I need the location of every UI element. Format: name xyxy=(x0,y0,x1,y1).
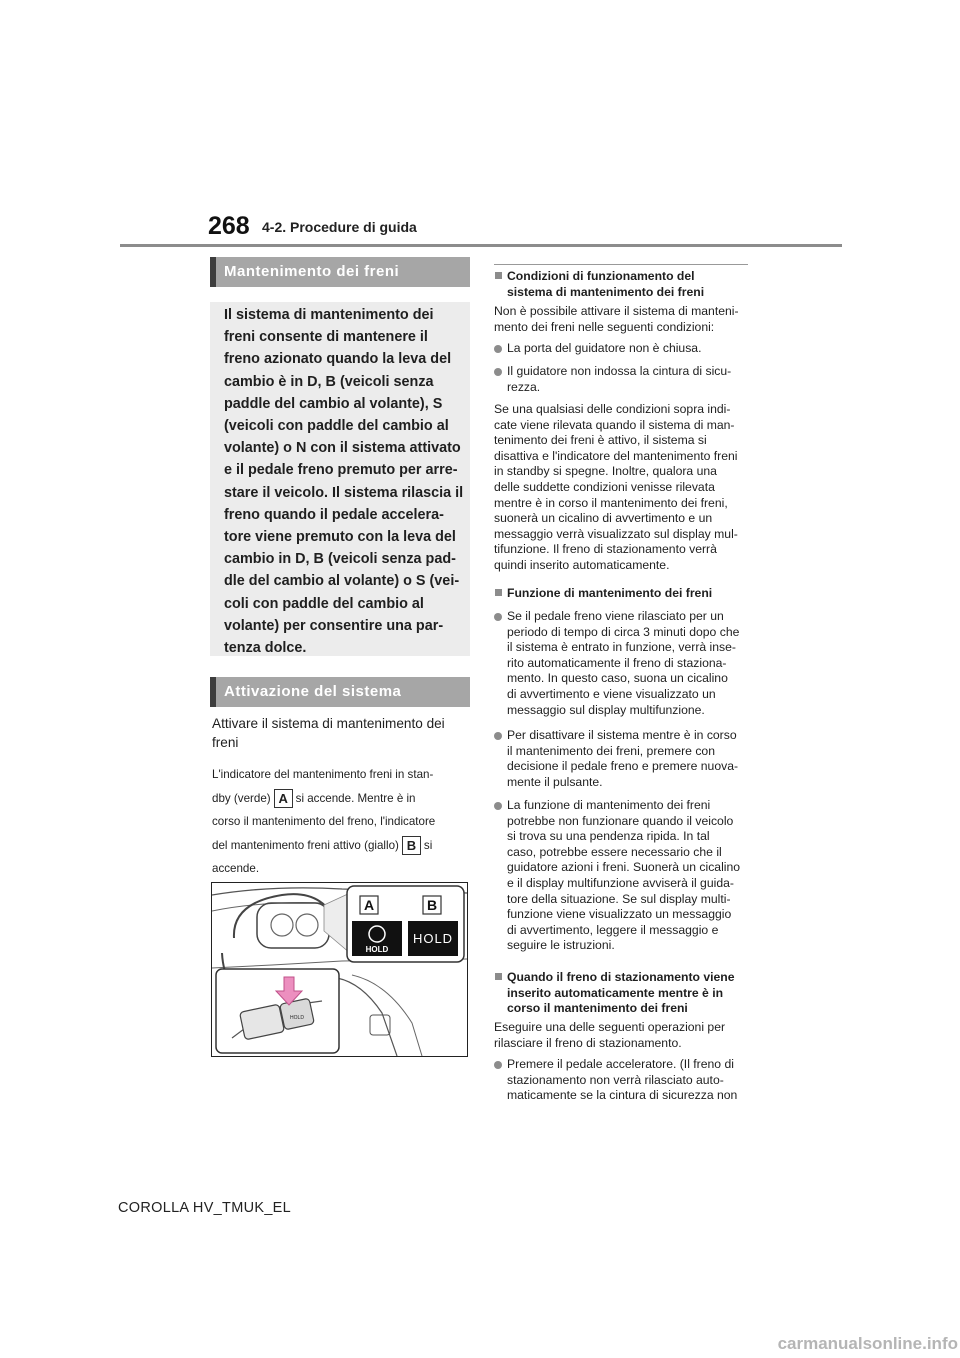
text-line: tifunzione. Il freno di stazionamento verrà xyxy=(494,542,717,557)
text-line: rito automaticamente il freno di staziona- xyxy=(507,655,727,670)
text-line: rezza. xyxy=(507,379,541,394)
figure-label-a: A xyxy=(363,897,375,913)
text-line: freno quando il pedale accelera- xyxy=(224,506,444,523)
text-line: tore della situazione. Se sul display multi- xyxy=(507,891,731,906)
indicator-line: corso il mantenimento del freno, l'indicatore xyxy=(212,815,436,828)
square-bullet-icon xyxy=(495,589,502,596)
text-line: delle suddette condizioni venisse rilevata xyxy=(494,479,715,494)
text-line: Eseguire una delle seguenti operazioni per xyxy=(494,1020,726,1034)
parking-brake-intro xyxy=(494,1020,725,1051)
text-line: Non è possibile attivare il sistema di manteni- xyxy=(494,304,739,318)
text-line: di avvertimento, leggere il messaggio e xyxy=(507,922,719,937)
activation-instruction xyxy=(212,715,445,752)
text-line: volante) per consentire una par- xyxy=(224,617,444,634)
text-line: quindi inserito automaticamente. xyxy=(494,557,670,572)
right-column-divider xyxy=(494,264,748,265)
text-line: si trova su una pendenza ripida. In tal xyxy=(507,829,710,844)
intro-summary-box xyxy=(210,302,470,656)
indicator-line: L'indicatore del mantenimento freni in stan- xyxy=(212,768,434,781)
text-line: Il guidatore non indossa la cintura di sicu- xyxy=(507,364,732,378)
conditions-intro xyxy=(494,304,739,335)
text-line: potrebbe non funzionare quando il veicolo xyxy=(507,813,734,828)
text-line: seguire le istruzioni. xyxy=(507,938,615,953)
text-line: Per disattivare il sistema mentre è in corso xyxy=(507,728,737,742)
indicator-line: del mantenimento freni attivo (giallo) B si xyxy=(212,837,433,853)
indicator-line: dby (verde) A si accende. Mentre è in xyxy=(212,790,416,806)
text-line: La funzione di mantenimento dei freni xyxy=(507,798,711,812)
label-b-box: B xyxy=(402,836,421,855)
round-bullet-icon xyxy=(494,613,502,621)
text-line: in standby si spegne. Inoltre, qualora una xyxy=(494,464,717,479)
text-line: mente il pulsante. xyxy=(507,774,603,789)
text-line: Il sistema di mantenimento dei xyxy=(224,307,434,323)
heading-brake-hold-function: Funzione di mantenimento dei freni xyxy=(495,586,712,602)
round-bullet-icon xyxy=(494,802,502,810)
text-line: suonerà un cicalino di avvertimento e un xyxy=(494,511,713,526)
text-line: Premere il pedale acceleratore. (Il freno di xyxy=(507,1057,734,1071)
text-line: coli con paddle del cambio al xyxy=(224,595,424,612)
model-code: COROLLA HV_TMUK_EL xyxy=(118,1200,292,1216)
hold-indicator-active: HOLD xyxy=(412,931,454,946)
text-line: disattiva e l'indicatore del mantenimento freni xyxy=(494,448,738,463)
header-divider xyxy=(120,244,842,247)
text-line: cate viene rilevata quando il sistema di man- xyxy=(494,417,735,432)
text-line: rilasciare il freno di stazionamento. xyxy=(494,1035,682,1050)
text-line: stazionamento non verrà rilasciato auto- xyxy=(507,1072,724,1087)
text-line: decisione il pedale freno e premere nuova- xyxy=(507,759,739,774)
round-bullet-icon xyxy=(494,368,502,376)
text-line: Se una qualsiasi delle condizioni sopra indi- xyxy=(494,402,731,416)
condition-door xyxy=(507,341,701,357)
square-bullet-icon xyxy=(495,973,502,980)
section-heading-activation: Attivazione del sistema xyxy=(210,677,470,707)
text-line: periodo di tempo di circa 3 minuti dopo che xyxy=(507,624,740,639)
text-line: cambio è in D, B (veicoli senza xyxy=(224,373,434,390)
indicator-description xyxy=(212,763,435,881)
square-bullet-icon xyxy=(495,272,502,279)
release-accelerator xyxy=(507,1057,737,1104)
text-line: tore viene premuto con la leva del xyxy=(224,529,456,546)
text-line: La porta del guidatore non è chiusa. xyxy=(507,341,702,355)
text-line: di avvertimento e viene visualizzato un xyxy=(507,686,716,701)
round-bullet-icon xyxy=(494,345,502,353)
round-bullet-icon xyxy=(494,1061,502,1069)
text-line: tenza dolce. xyxy=(224,640,307,657)
text-line: Attivare il sistema di mantenimento dei xyxy=(212,716,445,731)
section-heading-brake-hold: Mantenimento dei freni xyxy=(210,257,470,287)
text-line: e il pedale freno premuto per arre- xyxy=(224,462,458,479)
indicator-line: accende. xyxy=(212,862,260,875)
text-line: messaggio verrà visualizzato sul display mul- xyxy=(494,526,738,541)
page-number: 268 xyxy=(208,212,250,240)
heading-parking-brake-auto: Quando il freno di stazionamento viene inserito automaticamente mentre è in corso il mantenimento dei freni xyxy=(495,970,735,1017)
figure-label-b: B xyxy=(426,897,438,913)
text-line: (veicoli con paddle del cambio al xyxy=(224,418,449,435)
text-line: freno azionato quando la leva del xyxy=(224,351,452,368)
text-line: freni xyxy=(212,734,239,750)
text-line: mento. In questo caso, suona un cicalino xyxy=(507,671,728,686)
text-line: paddle del cambio al volante), S xyxy=(224,395,443,412)
text-line: freni consente di mantenere il xyxy=(224,329,428,346)
text-line: il sistema è entrato in funzione, verrà inse- xyxy=(507,640,736,655)
text-line: cambio in D, B (veicoli senza pad- xyxy=(224,551,456,568)
text-line: e il display multifunzione avviserà il guida- xyxy=(507,875,734,890)
dashboard-illustration-svg xyxy=(212,883,467,1056)
condition-seatbelt xyxy=(507,364,731,395)
text-line: stare il veicolo. Il sistema rilascia il xyxy=(224,484,464,501)
text-line: il mantenimento dei freni, premere con xyxy=(507,743,715,758)
text-line: tenimento dei freni è attivo, il sistema si xyxy=(494,433,707,448)
text-line: Se il pedale freno viene rilasciato per un xyxy=(507,609,724,623)
heading-operating-conditions: Condizioni di funzionamento del sistema di mantenimento dei freni xyxy=(495,269,704,300)
text-line: messaggio sul display multifunzione. xyxy=(507,702,705,717)
text-line: caso, potrebbe essere necessario che il xyxy=(507,844,722,859)
text-line: guidatore azioni i freni. Suonerà un cicalino xyxy=(507,860,741,875)
text-line: dle del cambio al volante) o S (vei- xyxy=(224,573,460,590)
text-line: funzione viene visualizzato un messaggio xyxy=(507,907,732,922)
conditions-paragraph xyxy=(494,402,738,574)
section-title: 4-2. Procedure di guida xyxy=(262,219,417,235)
text-line: mentre è in corso il mantenimento dei freni, xyxy=(494,495,728,510)
round-bullet-icon xyxy=(494,732,502,740)
hold-button-label: HOLD xyxy=(290,1015,304,1021)
watermark: carmanualsonline.info xyxy=(777,1334,958,1353)
function-release-pedal xyxy=(507,609,739,718)
brake-hold-illustration xyxy=(211,882,468,1057)
text-line: mento dei freni nelle seguenti condizioni: xyxy=(494,319,715,334)
label-a-box: A xyxy=(274,789,293,808)
function-deactivate xyxy=(507,728,738,790)
text-line: volante) o N con il sistema attivato xyxy=(224,440,461,457)
hold-indicator-standby: HOLD xyxy=(365,945,389,954)
function-steep-slope xyxy=(507,798,740,954)
text-line: maticamente se la cintura di sicurezza non xyxy=(507,1088,738,1103)
